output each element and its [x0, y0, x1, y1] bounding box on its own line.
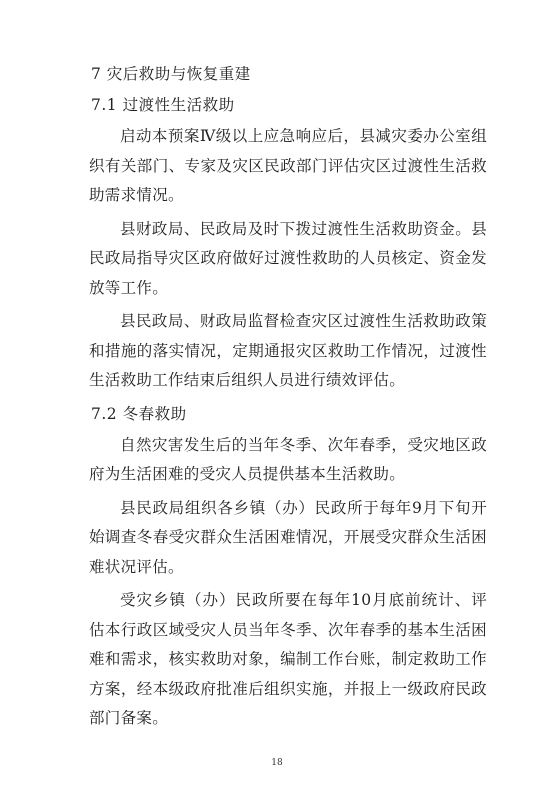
section-heading-7: 7 灾后救助与恢复重建 [91, 65, 251, 83]
document-body [89, 60, 487, 738]
paragraph-7-1-a: 启动本预案Ⅳ级以上应急响应后，县减灾委办公室组织有关部门、专家及灾区民政部门评估灾区过渡性生活救助需求情况。 [89, 127, 487, 204]
paragraph-7-2-b: 县民政局组织各乡镇（办）民政所于每年9月下旬开始调查冬春受灾群众生活困难情况，开展受灾群众生活困难状况评估。 [89, 498, 487, 576]
paragraph-7-1-c: 县民政局、财政局监督检查灾区过渡性生活救助政策和措施的落实情况，定期通报灾区救助工作情况，过渡性生活救助工作结束后组织人员进行绩效评估。 [89, 312, 487, 389]
page-number: 18 [271, 758, 283, 768]
section-heading-7-1: 7.1 过渡性生活救助 [91, 96, 235, 114]
paragraph-7-1-b: 县财政局、民政局及时下拨过渡性生活救助资金。县民政局指导灾区政府做好过渡性救助的人员核定、资金发放等工作。 [89, 219, 487, 297]
paragraph-7-2-c: 受灾乡镇（办）民政所要在每年10月底前统计、评估本行政区域受灾人员当年冬季、次年春季的基本生活困难和需求，核实救助对象，编制工作台账，制定救助工作方案，经本级政府批准后组织实施，并报上一级政府民政部门备案。 [89, 591, 487, 727]
paragraph-7-2-a: 自然灾害发生后的当年冬季、次年春季，受灾地区政府为生活困难的受灾人员提供基本生活救助。 [89, 435, 487, 483]
section-heading-7-2: 7.2 冬春救助 [91, 404, 187, 423]
